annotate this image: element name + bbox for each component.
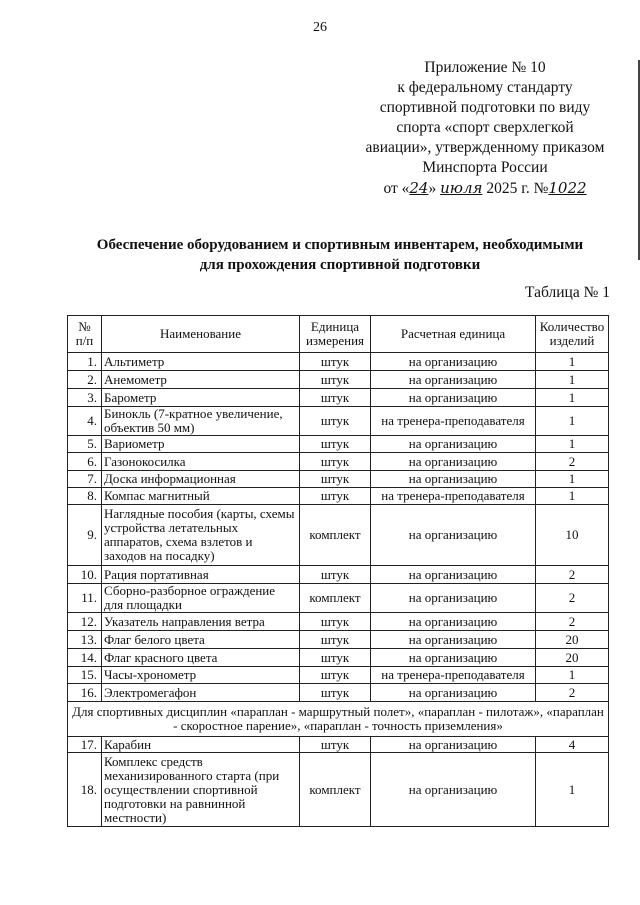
handwritten-number: 1022: [548, 179, 587, 197]
date-mid: »: [428, 180, 437, 197]
quantity: 20: [536, 631, 609, 649]
quantity: 20: [536, 649, 609, 667]
table-row: [68, 389, 609, 407]
unit: штук: [300, 631, 371, 649]
row-number: 17.: [68, 737, 102, 753]
quantity: 1: [536, 371, 609, 389]
order-date-line: [350, 178, 620, 199]
appendix-line: спорта «спорт сверхлегкой: [396, 119, 574, 136]
calc-unit: на организацию: [371, 684, 536, 702]
quantity: 1: [536, 753, 609, 827]
unit: штук: [300, 613, 371, 631]
row-number: 1.: [68, 353, 102, 371]
title-line: Обеспечение оборудованием и спортивным инвентарем, необходимыми: [96, 237, 584, 253]
appendix-line: спортивной подготовки по виду: [379, 99, 591, 116]
table-row: [68, 667, 609, 684]
quantity: 1: [536, 471, 609, 488]
item-name: Газонокосилка: [102, 453, 300, 471]
item-name: Комплекс средств механизированного старта (при осуществлении спортивной подготовки на равнинной местности): [102, 753, 300, 827]
quantity: 2: [536, 584, 609, 613]
calc-unit: на организацию: [371, 753, 536, 827]
column-header: Количество изделий: [536, 316, 609, 353]
table-row: [68, 613, 609, 631]
item-name: Наглядные пособия (карты, схемы устройства летательных аппаратов, схема взлетов и заходов на посадку): [102, 505, 300, 566]
quantity: 2: [536, 453, 609, 471]
row-number: 6.: [68, 453, 102, 471]
quantity: 4: [536, 737, 609, 753]
item-name: Анемометр: [102, 371, 300, 389]
appendix-line: к федеральному стандарту: [397, 79, 573, 96]
quantity: 2: [536, 566, 609, 584]
quantity: 1: [536, 436, 609, 453]
row-number: 18.: [68, 753, 102, 827]
unit: штук: [300, 566, 371, 584]
quantity: 1: [536, 407, 609, 436]
row-number: 13.: [68, 631, 102, 649]
unit: штук: [300, 389, 371, 407]
item-name: Бинокль (7-кратное увеличение, объектив 50 мм): [102, 407, 300, 436]
unit: штук: [300, 436, 371, 453]
table-row: [68, 353, 609, 371]
document-title: [40, 235, 640, 275]
row-number: 3.: [68, 389, 102, 407]
item-name: Рация портативная: [102, 566, 300, 584]
equipment-table: [67, 315, 609, 827]
table-row: [68, 566, 609, 584]
table-row: [68, 753, 609, 827]
unit: штук: [300, 353, 371, 371]
section-row: [68, 702, 609, 737]
unit: комплект: [300, 753, 371, 827]
row-number: 12.: [68, 613, 102, 631]
page-number: 26: [313, 20, 327, 35]
column-header: № п/п: [68, 316, 102, 353]
item-name: Карабин: [102, 737, 300, 753]
handwritten-day: 24: [409, 179, 429, 197]
quantity: 2: [536, 613, 609, 631]
unit: штук: [300, 453, 371, 471]
column-header: Наименование: [102, 316, 300, 353]
handwritten-month: июля: [440, 179, 483, 197]
item-name: Альтиметр: [102, 353, 300, 371]
table-row: [68, 505, 609, 566]
column-header: Расчетная единица: [371, 316, 536, 353]
item-name: Доска информационная: [102, 471, 300, 488]
row-number: 10.: [68, 566, 102, 584]
row-number: 8.: [68, 488, 102, 505]
table-row: [68, 684, 609, 702]
quantity: 1: [536, 389, 609, 407]
calc-unit: на тренера-преподавателя: [371, 407, 536, 436]
unit: штук: [300, 371, 371, 389]
unit: штук: [300, 407, 371, 436]
unit: штук: [300, 737, 371, 753]
item-name: Флаг красного цвета: [102, 649, 300, 667]
item-name: Флаг белого цвета: [102, 631, 300, 649]
table-row: [68, 631, 609, 649]
calc-unit: на организацию: [371, 584, 536, 613]
item-name: Сборно-разборное ограждение для площадки: [102, 584, 300, 613]
unit: штук: [300, 667, 371, 684]
table-row: [68, 488, 609, 505]
table-row: [68, 649, 609, 667]
row-number: 15.: [68, 667, 102, 684]
unit: штук: [300, 649, 371, 667]
date-prefix: от «: [383, 180, 410, 197]
item-name: Часы-хронометр: [102, 667, 300, 684]
table-label: Таблица № 1: [525, 284, 610, 301]
calc-unit: на организацию: [371, 371, 536, 389]
title-line: для прохождения спортивной подготовки: [199, 257, 481, 273]
calc-unit: на организацию: [371, 389, 536, 407]
row-number: 5.: [68, 436, 102, 453]
table-row: [68, 584, 609, 613]
appendix-line: авиации», утвержденному приказом: [365, 139, 605, 156]
quantity: 1: [536, 488, 609, 505]
calc-unit: на организацию: [371, 353, 536, 371]
section-label: Для спортивных дисциплин «параплан - маршрутный полет», «параплан - пилотаж», «параплан - скоростное парение», «параплан - точность приземления»: [68, 702, 609, 737]
appendix-header: [350, 58, 620, 199]
unit: штук: [300, 684, 371, 702]
row-number: 7.: [68, 471, 102, 488]
item-name: Компас магнитный: [102, 488, 300, 505]
calc-unit: на организацию: [371, 737, 536, 753]
table-row: [68, 471, 609, 488]
quantity: 10: [536, 505, 609, 566]
calc-unit: на организацию: [371, 566, 536, 584]
table-row: [68, 436, 609, 453]
year-text: 2025 г. №: [486, 180, 549, 197]
row-number: 2.: [68, 371, 102, 389]
row-number: 9.: [68, 505, 102, 566]
item-name: Указатель направления ветра: [102, 613, 300, 631]
table-row: [68, 407, 609, 436]
table-row: [68, 453, 609, 471]
calc-unit: на тренера-преподавателя: [371, 488, 536, 505]
table-row: [68, 737, 609, 753]
unit: комплект: [300, 584, 371, 613]
row-number: 16.: [68, 684, 102, 702]
column-header: Единица измерения: [300, 316, 371, 353]
item-name: Электромегафон: [102, 684, 300, 702]
unit: штук: [300, 488, 371, 505]
quantity: 2: [536, 684, 609, 702]
calc-unit: на организацию: [371, 505, 536, 566]
quantity: 1: [536, 353, 609, 371]
row-number: 11.: [68, 584, 102, 613]
calc-unit: на организацию: [371, 613, 536, 631]
calc-unit: на тренера-преподавателя: [371, 667, 536, 684]
calc-unit: на организацию: [371, 631, 536, 649]
row-number: 4.: [68, 407, 102, 436]
unit: штук: [300, 471, 371, 488]
calc-unit: на организацию: [371, 453, 536, 471]
calc-unit: на организацию: [371, 649, 536, 667]
item-name: Барометр: [102, 389, 300, 407]
calc-unit: на организацию: [371, 471, 536, 488]
appendix-line: Приложение № 10: [424, 59, 546, 76]
quantity: 1: [536, 667, 609, 684]
table-row: [68, 371, 609, 389]
item-name: Вариометр: [102, 436, 300, 453]
appendix-line: Минспорта России: [422, 159, 548, 176]
unit: комплект: [300, 505, 371, 566]
row-number: 14.: [68, 649, 102, 667]
calc-unit: на организацию: [371, 436, 536, 453]
